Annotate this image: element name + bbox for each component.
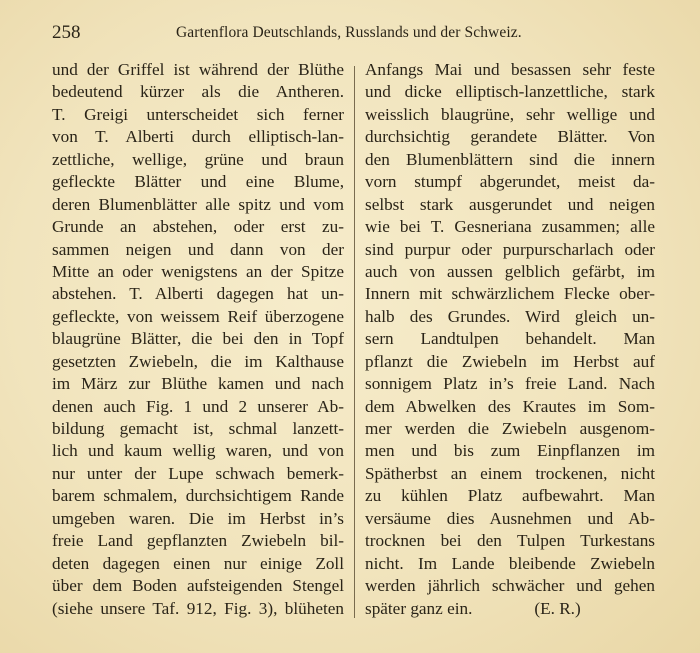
text-line: Innern mit schwärzlichem Flecke ober- — [365, 284, 655, 304]
text-line: gesetzten Zwiebeln, die im Kalthause — [52, 351, 344, 371]
text-line: sind purpur oder purpurscharlach oder — [365, 239, 655, 259]
text-line: blaugrüne Blätter, die bei den in Topf — [52, 329, 344, 349]
text-line: mer werden die Zwiebeln ausgenom- — [365, 419, 655, 438]
text-line: denen auch Fig. 1 und 2 unserer Ab- — [52, 396, 344, 416]
text-line: auch von aussen gelblich gefärbt, im — [365, 261, 655, 281]
final-line-text: später ganz ein. — [365, 598, 473, 618]
text-line: deten dagegen einen nur einige Zoll — [52, 553, 344, 573]
text-line: T. Greigi unterscheidet sich ferner — [52, 104, 344, 124]
text-line: zettliche, wellige, grüne und braun — [52, 149, 344, 169]
text-line: und dicke elliptisch-lanzettliche, stark — [365, 82, 655, 102]
text-line: über dem Boden aufsteigenden Stengel — [52, 576, 344, 596]
text-line: weisslich blaugrüne, sehr wellige und — [365, 104, 655, 124]
text-line: men und bis zum Einpflanzen im — [365, 441, 655, 461]
text-line: halb des Grundes. Wird gleich un- — [365, 306, 655, 326]
text-line: (siehe unsere Taf. 912, Fig. 3), blüheten — [52, 598, 344, 618]
text-line: bedeutend kürzer als die Antheren. — [52, 82, 344, 102]
text-line: wie bei T. Gesneriana zusammen; alle — [365, 217, 655, 237]
text-line: Spätherbst an einem trockenen, nicht — [365, 463, 655, 483]
text-line: pflanzt die Zwiebeln im Herbst auf — [365, 351, 655, 371]
text-line: den Blumenblättern sind die innern — [365, 149, 655, 169]
text-line: nur unter der Lupe schwach bemerk- — [52, 463, 344, 483]
text-line: abstehen. T. Alberti dagegen hat un- — [52, 284, 344, 304]
text-line: zu kühlen Platz aufbewahrt. Man — [365, 486, 655, 506]
text-line: vorn stumpf abgerundet, meist da- — [365, 172, 655, 192]
text-line: versäume dies Ausnehmen und Ab- — [365, 508, 655, 528]
text-line: Anfangs Mai und besassen sehr feste — [365, 60, 655, 79]
running-title: Gartenflora Deutschlands, Russlands und der Schweiz. — [176, 24, 522, 41]
text-line: nicht. Im Lande bleibende Zwiebeln — [365, 553, 655, 573]
text-line: dem Abwelken des Krautes im Som- — [365, 396, 655, 416]
text-line: im März zur Blüthe kamen und nach — [52, 374, 344, 394]
text-line: deren Blumenblätter alle spitz und vom — [52, 194, 344, 214]
text-line: bildung gemacht ist, schmal lanzett- — [52, 419, 344, 438]
text-line: von T. Alberti durch elliptisch-lan- — [52, 127, 344, 147]
text-line: sonnigem Platz in’s freie Land. Nach — [365, 374, 655, 394]
right-column — [365, 59, 655, 620]
page-number: 258 — [52, 22, 81, 43]
text-line: trocknen bei den Tulpen Turkestans — [365, 531, 655, 551]
left-column — [52, 59, 344, 620]
text-line: sern Landtulpen behandelt. Man — [365, 329, 655, 349]
text-line: gefleckte Blätter und eine Blume, — [52, 172, 344, 192]
text-line: Mitte an oder wenigstens an der Spitze — [52, 261, 344, 281]
text-line: gefleckte, von weissem Reif überzogene — [52, 306, 344, 326]
text-line: und der Griffel ist während der Blüthe — [52, 60, 344, 79]
text-line: freie Land gepflanzten Zwiebeln bil- — [52, 531, 344, 551]
text-line: sammen neigen und dann von der — [52, 239, 344, 259]
text-line: Grunde an abstehen, oder erst zu- — [52, 217, 344, 237]
page-header — [52, 22, 652, 46]
text-line-final — [365, 598, 655, 620]
author-signature: (E. R.) — [534, 598, 581, 618]
text-line: umgeben waren. Die im Herbst in’s — [52, 508, 344, 528]
text-line: barem schmalem, durchsichtigem Rande — [52, 486, 344, 506]
text-line: durchsichtig gerandete Blätter. Von — [365, 127, 655, 147]
text-line: werden jährlich schwächer und gehen — [365, 576, 655, 596]
text-line: selbst stark ausgerundet und neigen — [365, 194, 655, 214]
text-line: lich und kaum wellig waren, und von — [52, 441, 344, 461]
column-divider — [354, 66, 355, 618]
